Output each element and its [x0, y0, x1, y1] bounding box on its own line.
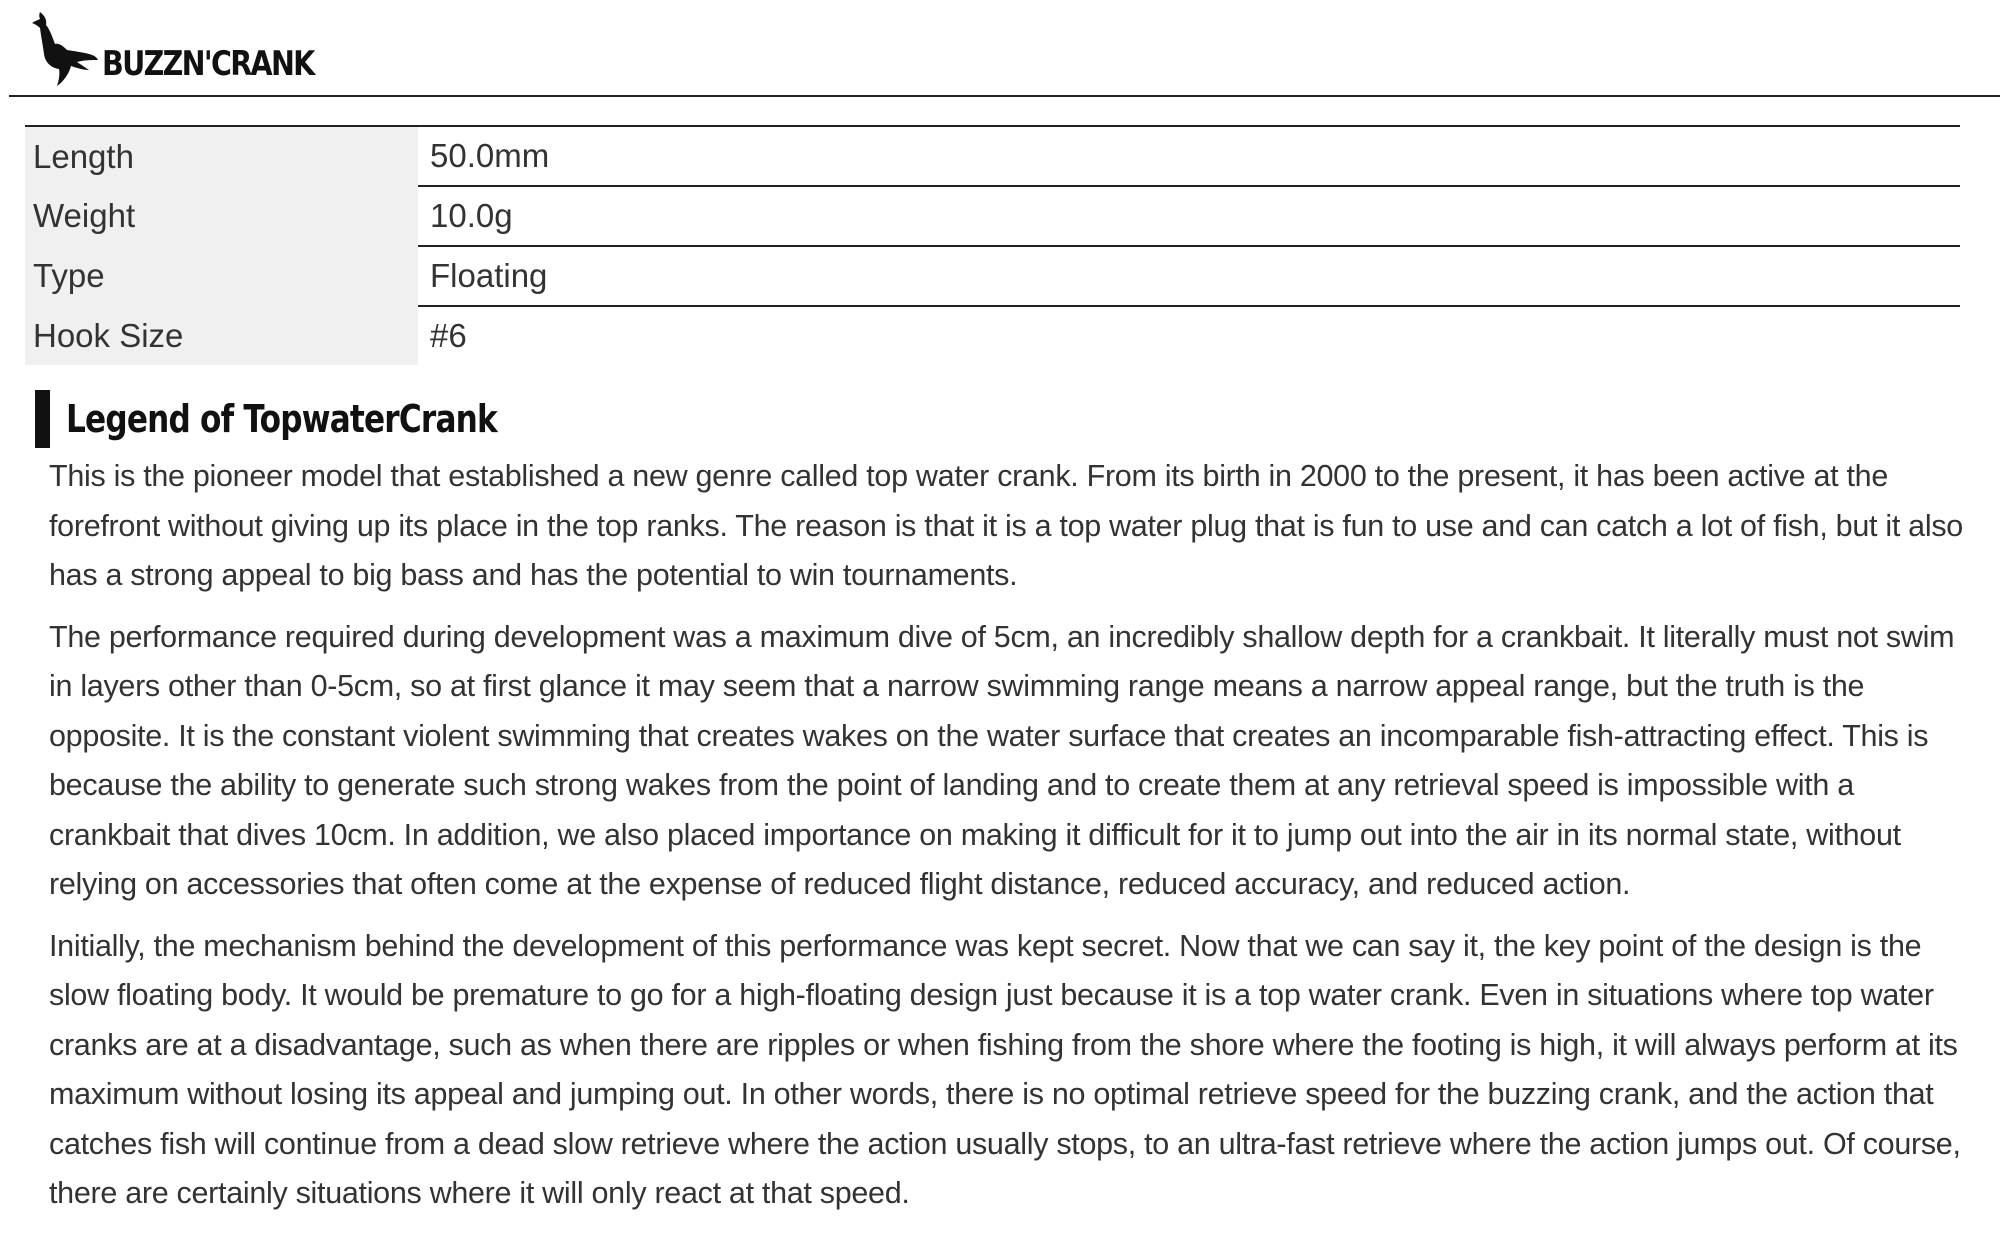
- spec-row: [25, 306, 1960, 365]
- description-body: [49, 452, 1969, 1231]
- spec-table: [25, 125, 1960, 365]
- spec-label: Weight: [25, 186, 418, 246]
- spec-value: 50.0mm: [418, 126, 1960, 186]
- description-paragraph: The performance required during development was a maximum dive of 5cm, an incredibly shallow depth for a crankbait. It literally must not swim in layers other than 0-5cm, so at first glance it may seem that a narrow swimming range means a narrow appeal range, but the truth is the opposite. It is the constant violent swimming that creates wakes on the water surface that creates an incomparable fish-attracting effect. This is because the ability to generate such strong wakes from the point of landing and to create them at any retrieval speed is impossible with a crankbait that dives 10cm. In addition, we also placed importance on making it difficult for it to jump out into the air in its normal state, without relying on accessories that often come at the expense of reduced flight distance, reduced accuracy, and reduced action.: [49, 619, 1955, 901]
- description-paragraph: Initially, the mechanism behind the development of this performance was kept secret. Now that we can say it, the key point of the design is the slow floating body. It would be premature to go for a high-floating design just because it is a top water crank. Even in situations where top water cranks are at a disadvantage, such as when there are ripples or when fishing from the shore where the footing is high, it will always perform at its maximum without losing its appeal and jumping out. In other words, there is no optimal retrieve speed for the buzzing crank, and the action that catches fish will continue from a dead slow retrieve where the action usually stops, to an ultra-fast retrieve where the action jumps out. Of course, there are certainly situations where it will only react at that speed.: [49, 928, 1961, 1210]
- spec-value: Floating: [418, 246, 1960, 306]
- spec-row: [25, 126, 1960, 186]
- brand-name: BUZZN'CRANK: [102, 44, 314, 84]
- bird-icon: [31, 10, 99, 86]
- page-header: [9, 0, 2000, 97]
- description-paragraph: This is the pioneer model that established a new genre called top water crank. From its birth in 2000 to the present, it has been active at the forefront without giving up its place in the top ranks. The reason is that it is a top water plug that is fun to use and can catch a lot of fish, but it also has a strong appeal to big bass and has the potential to win tournaments.: [49, 459, 1963, 592]
- spec-row: [25, 246, 1960, 306]
- spec-label: Type: [25, 246, 418, 306]
- heading-marker: [35, 390, 50, 448]
- spec-label: Hook Size: [25, 306, 418, 365]
- section-heading: [35, 390, 592, 448]
- section-title: Legend of TopwaterCrank: [66, 397, 497, 441]
- spec-label: Length: [25, 126, 418, 186]
- spec-value: #6: [430, 317, 467, 354]
- spec-row: [25, 186, 1960, 246]
- spec-value: 10.0g: [418, 186, 1960, 246]
